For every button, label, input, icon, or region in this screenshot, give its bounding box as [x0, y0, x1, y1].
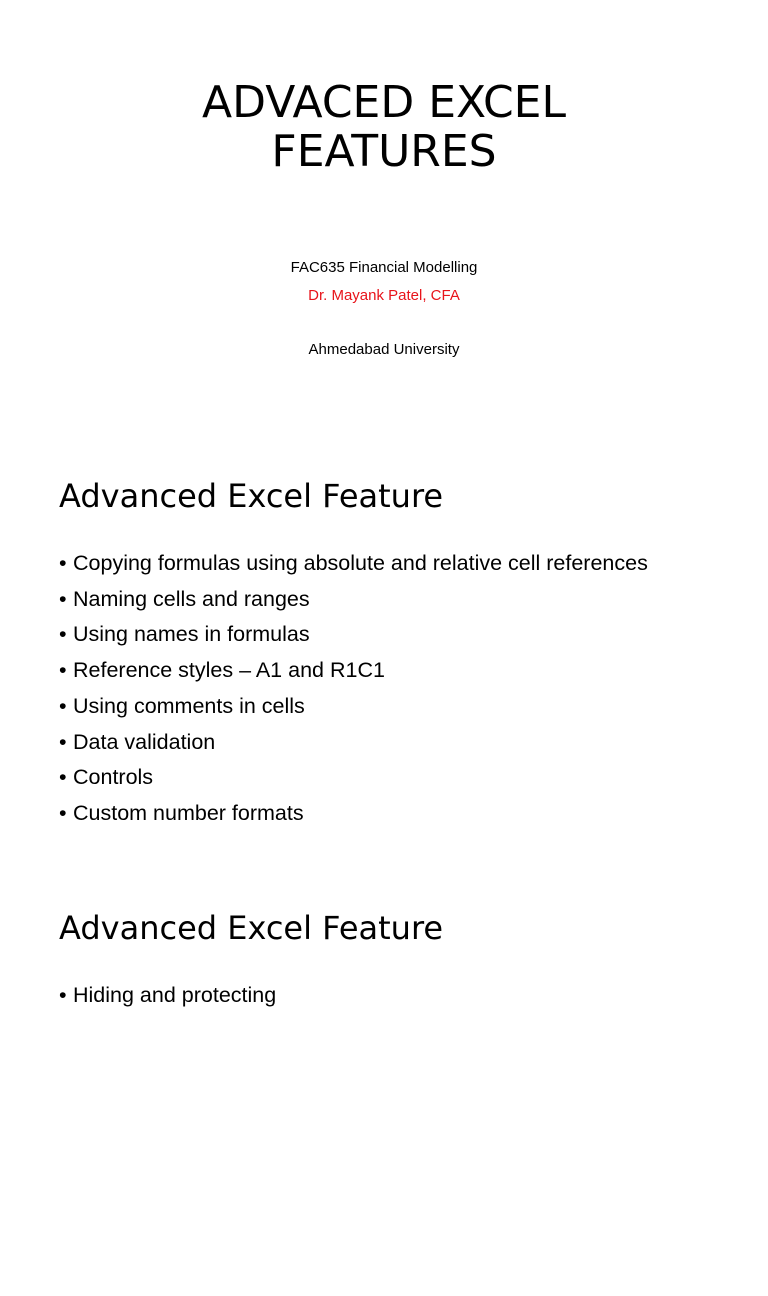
- title-line-1: ADVACED EXCEL: [202, 77, 566, 128]
- bullet-icon: •: [59, 693, 67, 718]
- content-slide-2: [0, 864, 768, 1296]
- list-item: [59, 617, 648, 653]
- list-item: [59, 689, 648, 725]
- list-item-text: Controls: [73, 765, 154, 790]
- list-item: [59, 725, 648, 761]
- list-item: [59, 582, 648, 618]
- list-item: [59, 546, 648, 582]
- list-item: [59, 653, 648, 689]
- list-item: [59, 978, 276, 1014]
- list-item-text: Hiding and protecting: [73, 983, 277, 1007]
- bullet-icon: •: [59, 729, 67, 754]
- title-line-2: FEATURES: [271, 126, 497, 177]
- list-item-text: Using names in formulas: [73, 622, 310, 647]
- list-item-text: Custom number formats: [73, 800, 304, 825]
- bullet-icon: •: [59, 586, 67, 611]
- slide-heading: Advanced Excel Feature: [59, 909, 444, 947]
- list-item: [59, 796, 648, 832]
- bullet-icon: •: [59, 658, 67, 683]
- bullet-icon: •: [59, 983, 67, 1007]
- bullet-list: [59, 978, 276, 1014]
- course-name: FAC635 Financial Modelling: [290, 259, 478, 276]
- list-item-text: Copying formulas using absolute and relative cell references: [73, 551, 648, 575]
- bullet-icon: •: [59, 551, 67, 575]
- list-item-text: Reference styles – A1 and R1C1: [73, 658, 385, 683]
- list-item: [59, 760, 648, 796]
- bullet-list: [59, 546, 648, 832]
- list-item-text: Naming cells and ranges: [73, 586, 310, 611]
- author-name: Dr. Mayank Patel, CFA: [308, 287, 460, 304]
- university-name: Ahmedabad University: [308, 341, 460, 358]
- slide-heading: Advanced Excel Feature: [59, 477, 444, 515]
- bullet-icon: •: [59, 622, 67, 647]
- bullet-icon: •: [59, 800, 67, 825]
- content-slide-1: [0, 432, 768, 864]
- presentation-title: [0, 78, 768, 176]
- title-slide: [0, 0, 768, 432]
- list-item-text: Data validation: [73, 729, 216, 754]
- bullet-icon: •: [59, 765, 67, 790]
- list-item-text: Using comments in cells: [73, 693, 305, 718]
